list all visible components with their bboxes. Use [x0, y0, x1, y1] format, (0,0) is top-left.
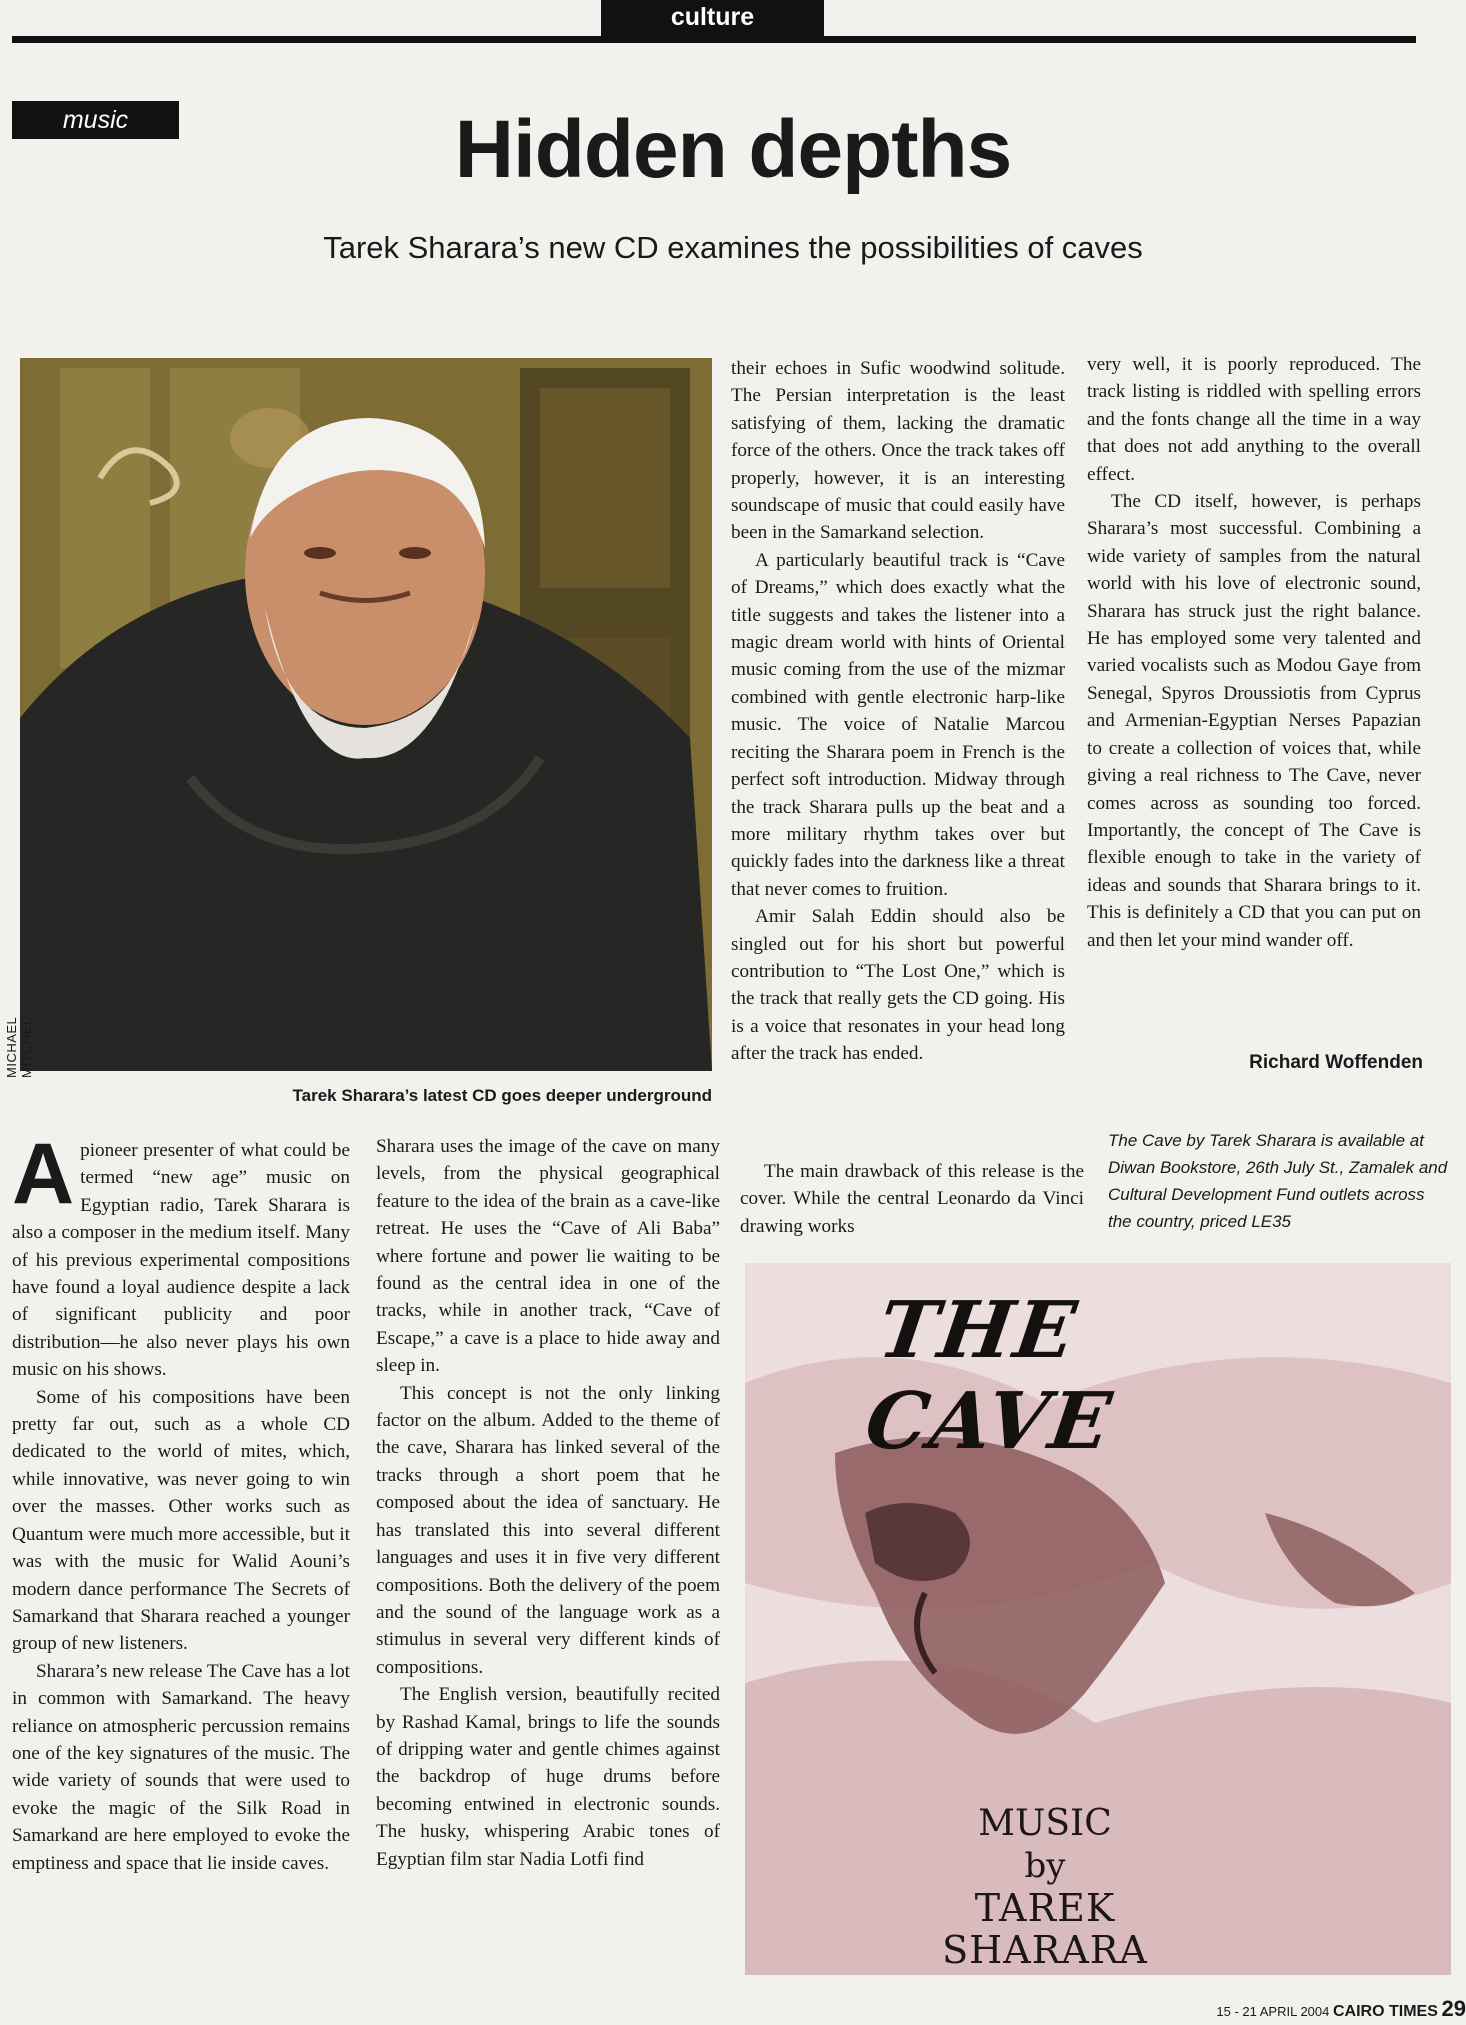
drop-cap: A	[12, 1126, 75, 1222]
article-column-3-continued	[740, 1158, 1084, 1240]
cover-title: THE CAVE	[860, 1285, 1118, 1467]
cover-by-label: by	[1024, 1846, 1066, 1886]
top-rule	[12, 36, 1416, 43]
deck: Tarek Sharara’s new CD examines the possibilities of caves	[323, 230, 1143, 265]
cover-artist-name: TAREK SHARARA	[942, 1886, 1148, 1972]
paragraph	[12, 1126, 350, 1384]
paragraph-text: pioneer presenter of what could be termed “new age” music on Egyptian radio, Tarek Sharara is also a composer in the medium itself. Many of his previous experimental compositions have found a loyal audience despite a lack of significant publicity and poor distribution—he also never plays his own music on his shows.	[12, 1140, 350, 1381]
paragraph: This concept is not the only linking factor on the album. Added to the theme of the cave, Sharara has linked several of the tracks through a short poem that he composed about the idea of sanctuary. He has translated this into several different languages and uses it in five very different compositions. Both the delivery of the poem and the sound of the language work as a stimulus in several very different kinds of compositions.	[376, 1382, 720, 1678]
portrait-photo	[20, 358, 712, 1071]
section-label: culture	[601, 0, 824, 36]
headline: Hidden depths	[454, 104, 1012, 195]
album-cover	[745, 1263, 1451, 1975]
paragraph: their echoes in Sufic woodwind solitude. The Persian interpretation is the least satisfying of them, lacking the dramatic force of the others. Once the track takes off properly, however, it is an interesting soundscape of music that could easily have been in the Samarkand selection.	[731, 358, 1065, 544]
issue-date: 15 - 21 APRIL 2004	[1216, 2004, 1330, 2019]
article-column-2	[376, 1133, 720, 1873]
paragraph: The English version, beautifully recited by Rashad Kamal, brings to life the sounds of dripping water and gentle chimes against the backdrop of huge drums before becoming entwined in electronic sounds. The husky, whispering Arabic tones of Egyptian film star Nadia Lotfi find	[376, 1684, 720, 1870]
paragraph: Some of his compositions have been pretty far out, such as a whole CD dedicated to the world of mites, which, while innovative, was never going to win over the masses. Other works such as Quantum were much more accessible, but it was with the music for Walid Aouni’s modern dance performance The Secrets of Samarkand that Sharara reached a younger group of new listeners.	[12, 1386, 350, 1655]
kicker-label: music	[12, 101, 179, 139]
photo-credit: MICHAEL MITCHEL	[4, 1017, 34, 1078]
publication-name: CAIRO TIMES	[1333, 2003, 1438, 2020]
article-column-1	[12, 1126, 350, 1877]
photo-caption: Tarek Sharara’s latest CD goes deeper underground	[292, 1086, 712, 1105]
paragraph: The CD itself, however, is perhaps Sharara’s most successful. Combining a wide variety of samples from the natural world with his love of electronic sound, Sharara has struck just the right balance. He has employed some very talented and varied vocalists such as Modou Gaye from Senegal, Spyros Droussiotis from Cyprus and Armenian-Egyptian Nerses Papazian to create a collection of voices that, while giving a real richness to The Cave, never comes across as sounding too forced. Importantly, the concept of The Cave is flexible enough to take in the variety of ideas and sounds that Sharara brings to it. This is definitely a CD that you can put on and then let your mind wander off.	[1087, 491, 1421, 951]
paragraph: very well, it is poorly reproduced. The track listing is riddled with spelling errors and the fonts change all the time in a way that does not add anything to the overall effect.	[1087, 354, 1421, 485]
cover-music-label: MUSIC	[978, 1803, 1112, 1844]
paragraph: The main drawback of this release is the cover. While the central Leonardo da Vinci drawing works	[740, 1161, 1084, 1237]
article-column-4	[1087, 351, 1421, 954]
article-column-3	[731, 355, 1065, 1068]
paragraph: Sharara’s new release The Cave has a lot in common with Samarkand. The heavy reliance on atmospheric percussion remains one of the key signatures of the music. The wide variety of sounds that were used to evoke the magic of the Silk Road in Samarkand are here employed to evoke the emptiness and space that lie inside caves.	[12, 1660, 350, 1874]
availability-info: The Cave by Tarek Sharara is available at Diwan Bookstore, 26th July St., Zamalek and Cultural Development Fund outlets across the country, priced LE35	[1108, 1131, 1448, 1231]
paragraph: A particularly beautiful track is “Cave of Dreams,” which does exactly what the title suggests and takes the listener into a magic dream world with hints of Oriental music coming from the use of the mizmar combined with gentle electronic harp-like music. The voice of Natalie Marcou reciting the Sharara poem in French is the perfect soft introduction. Midway through the track Sharara pulls up the beat and a more military rhythm takes over but quickly fades into the darkness like a threat that never comes to fruition.	[731, 549, 1065, 900]
cover-credit	[895, 1803, 1195, 1971]
paragraph: Sharara uses the image of the cave on many levels, from the physical geographical feature to the idea of the brain as a cave-like retreat. He uses the “Cave of Ali Baba” where fortune and power lie waiting to be found as the central idea in one of the tracks, while in another track, “Cave of Escape,” a cave is a place to hide away and sleep in.	[376, 1136, 720, 1377]
byline: Richard Woffenden	[1249, 1052, 1423, 1073]
page-number: 29	[1441, 1996, 1466, 2021]
paragraph: Amir Salah Eddin should also be singled out for his short but powerful contribution to “The Lost One,” which is the track that really gets the CD going. His is a voice that resonates in your head long after the track has ended.	[731, 906, 1065, 1065]
page-footer	[1180, 1996, 1466, 2022]
